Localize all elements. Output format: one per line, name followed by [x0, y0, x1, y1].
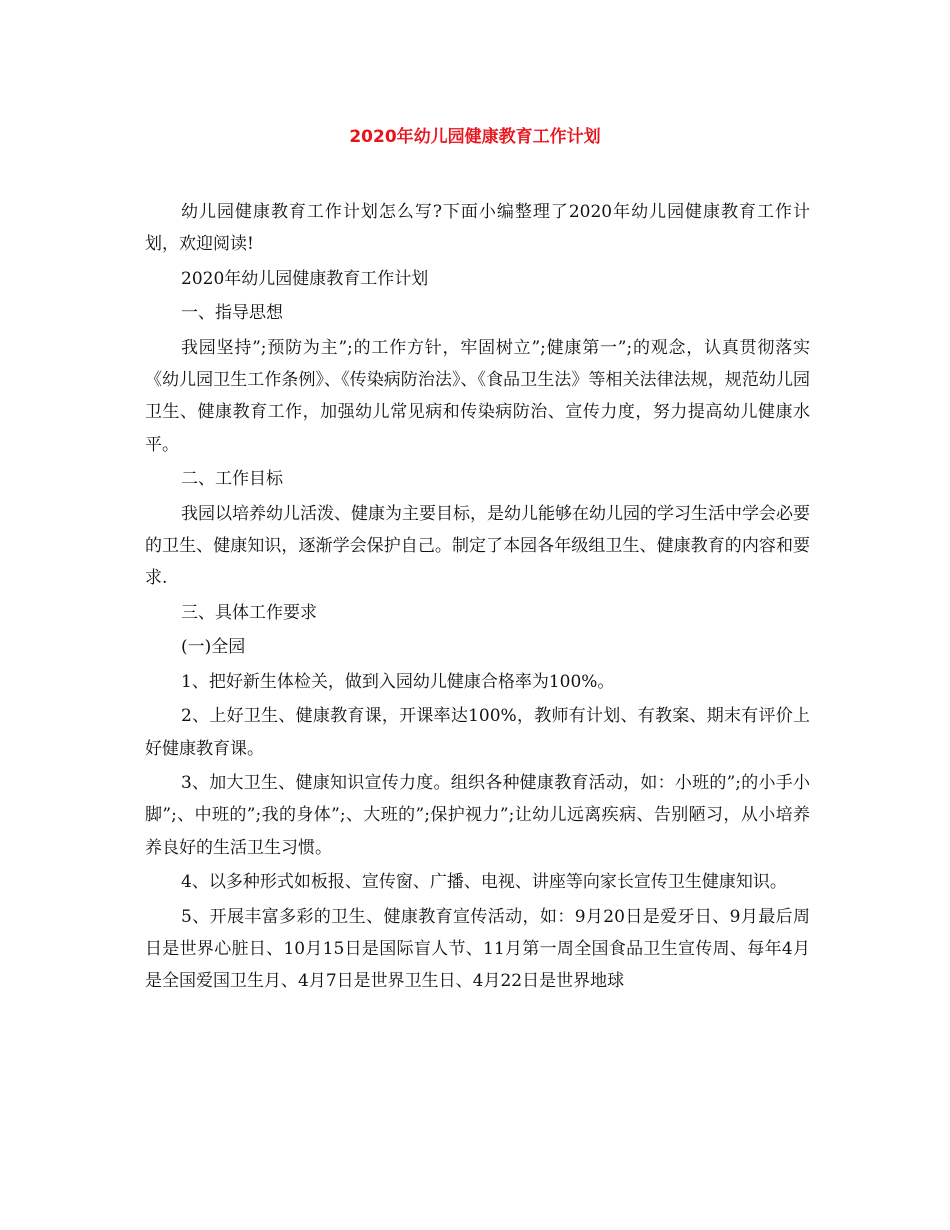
paragraph-subtitle: 2020年幼儿园健康教育工作计划: [181, 268, 429, 289]
heading-work-goals: 二、工作目标: [181, 469, 283, 490]
list-item-1: 1、把好新生体检关，做到入园幼儿健康合格率为100%。: [181, 671, 615, 692]
document-title: 2020年幼儿园健康教育工作计划: [349, 127, 601, 147]
heading-work-requirements: 三、具体工作要求: [181, 602, 317, 623]
list-item-4: 4、以多种形式如板报、宣传窗、广播、电视、讲座等向家长宣传卫生健康知识。: [181, 872, 787, 893]
list-item-3: 3、加大卫生、健康知识宣传力度。组织各种健康教育活动，如：小班的”;的小手小脚”;、中班的”;我的身体”;、大班的”;保护视力”;让幼儿远离疾病、告别陋习，从小培养养良好的生活卫生习惯。: [145, 772, 810, 858]
list-item-5: 5、开展丰富多彩的卫生、健康教育宣传活动，如：9月20日是爱牙日、9月最后周日是世界心脏日、10月15日是国际盲人节、11月第一周全国食品卫生宣传周、每年4月是全国爱国卫生月、4月7日是世界卫生日、4月22日是世界地球: [145, 906, 810, 992]
subheading-whole-park: (一)全园: [181, 637, 246, 658]
heading-guiding-ideology: 一、指导思想: [181, 303, 283, 324]
paragraph-work-goals: 我园以培养幼儿活泼、健康为主要目标，是幼儿能够在幼儿园的学习生活中学会必要的卫生、健康知识，逐渐学会保护自己。制定了本园各年级组卫生、健康教育的内容和要求.: [145, 503, 810, 589]
document-body: [145, 196, 810, 1000]
paragraph-guiding-ideology: 我园坚持”;预防为主”;的工作方针，牢固树立”;健康第一”;的观念，认真贯彻落实《幼儿园卫生工作条例》、《传染病防治法》、《食品卫生法》等相关法律法规，规范幼儿园卫生、健康教育工作，加强幼儿常见病和传染病防治、宣传力度，努力提高幼儿健康水平。: [145, 337, 810, 455]
paragraph-intro: 幼儿园健康教育工作计划怎么写?下面小编整理了2020年幼儿园健康教育工作计划，欢迎阅读!: [145, 202, 810, 255]
list-item-2: 2、上好卫生、健康教育课，开课率达100%，教师有计划、有教案、期末有评价上好健康教育课。: [145, 706, 810, 759]
